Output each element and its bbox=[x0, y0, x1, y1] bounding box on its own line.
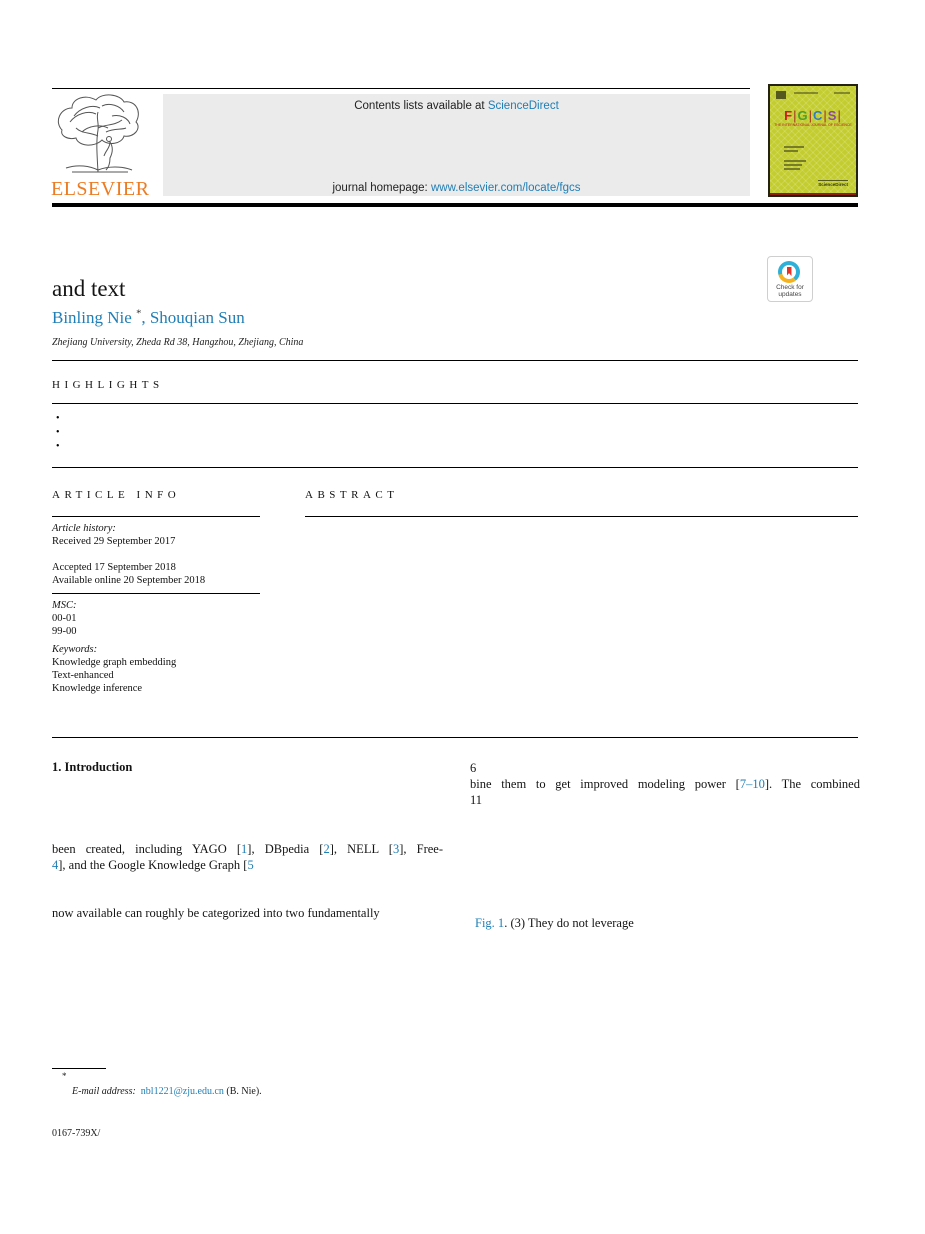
highlight-bullet: • bbox=[56, 441, 60, 452]
check-for-updates-badge[interactable] bbox=[767, 256, 813, 302]
cover-subtitle: THE INTERNATIONAL JOURNAL OF ESCIENCE bbox=[774, 123, 852, 127]
available-online-date: Available online 20 September 2018 bbox=[52, 575, 206, 586]
email-label: E-mail address: bbox=[72, 1086, 136, 1097]
badge-label bbox=[768, 284, 812, 298]
msc-value: 00-01 bbox=[52, 613, 77, 624]
abstract-heading: ABSTRACT bbox=[305, 489, 399, 501]
homepage-link[interactable]: www.elsevier.com/locate/fgcs bbox=[430, 182, 581, 194]
footnote-rule bbox=[52, 1068, 106, 1069]
abstract-rule bbox=[305, 516, 858, 517]
crossmark-icon bbox=[778, 261, 800, 283]
cover-red-strip bbox=[770, 193, 856, 195]
intro-heading: 1. Introduction bbox=[52, 760, 133, 774]
divider bbox=[52, 403, 858, 404]
badge-label-line2: updates bbox=[778, 291, 802, 298]
cover-issn-text-bar bbox=[834, 92, 850, 94]
badge-label-line1: Check for bbox=[776, 284, 804, 291]
msc-block bbox=[52, 599, 282, 695]
keyword: Knowledge inference bbox=[52, 683, 143, 694]
keywords-label: Keywords: bbox=[52, 644, 98, 655]
divider bbox=[52, 467, 858, 468]
intro-left-line3: now available can roughly be categorized into two fundamentally bbox=[52, 906, 380, 920]
cover-editor-text-bar bbox=[784, 164, 802, 166]
page-title: and text bbox=[52, 276, 126, 301]
cover-sciencedirect-text: ScienceDirect bbox=[818, 182, 848, 187]
highlights-list bbox=[56, 412, 60, 454]
msc-label: MSC: bbox=[52, 600, 77, 611]
journal-banner bbox=[163, 94, 750, 196]
article-info-block bbox=[52, 522, 282, 587]
cover-editor-text-bar bbox=[784, 146, 804, 148]
cover-publisher-mark bbox=[776, 91, 786, 99]
contents-prefix: Contents lists available at bbox=[354, 100, 488, 112]
accepted-date: Accepted 17 September 2018 bbox=[52, 562, 176, 573]
homepage-prefix: journal homepage: bbox=[332, 182, 431, 194]
cover-editor-text-bar bbox=[784, 160, 806, 162]
intro-right-fig-line: Fig. 1. (3) They do not leverage bbox=[475, 916, 634, 930]
spacer bbox=[52, 548, 282, 561]
cover-fgcs-letters: F|G|C|S| bbox=[784, 108, 842, 123]
highlight-bullet: • bbox=[56, 427, 60, 438]
article-info-heading: ARTICLE INFO bbox=[52, 489, 181, 501]
intro-right-cite11[interactable]: 11 bbox=[470, 793, 483, 807]
received-date: Received 29 September 2017 bbox=[52, 536, 176, 547]
msc-value: 99-00 bbox=[52, 626, 77, 637]
header-top-rule bbox=[52, 88, 750, 89]
keyword: Knowledge graph embedding bbox=[52, 657, 177, 668]
author-line[interactable]: Binling Nie *, Shouqian Sun bbox=[52, 308, 245, 327]
highlights-heading: HIGHLIGHTS bbox=[52, 379, 164, 391]
elsevier-wordmark: ELSEVIER bbox=[51, 178, 150, 200]
affiliation: Zhejiang University, Zheda Rd 38, Hangzhou, Zhejiang, China bbox=[52, 337, 304, 348]
email-suffix: (B. Nie). bbox=[223, 1086, 262, 1097]
keyword: Text-enhanced bbox=[52, 670, 114, 681]
intro-left-line2: 4], and the Google Knowledge Graph [5 bbox=[52, 858, 254, 872]
intro-right-cite6[interactable]: 6 bbox=[470, 761, 477, 775]
sciencedirect-link[interactable]: ScienceDirect bbox=[487, 100, 559, 112]
intro-left-line1: been created, including YAGO [1], DBpedia [2], NELL [3], Free- bbox=[52, 842, 443, 856]
footnote-email-line bbox=[72, 1086, 262, 1097]
article-info-inner-rule bbox=[52, 593, 260, 594]
divider bbox=[52, 737, 858, 738]
issn-text: 0167-739X/ bbox=[52, 1128, 101, 1139]
divider bbox=[52, 360, 858, 361]
intro-right-line2: bine them to get improved modeling power [7–10]. The combined bbox=[470, 777, 860, 791]
email-link[interactable]: nbl1221@zju.edu.cn bbox=[140, 1086, 224, 1097]
cover-editor-text-bar bbox=[784, 168, 800, 170]
highlight-bullet: • bbox=[56, 413, 60, 424]
homepage-line bbox=[163, 182, 750, 194]
article-history-label: Article history: bbox=[52, 523, 116, 534]
contents-line bbox=[163, 100, 750, 112]
article-info-rule bbox=[52, 516, 260, 517]
footnote-star: * bbox=[62, 1071, 67, 1081]
elsevier-tree-icon bbox=[52, 92, 144, 178]
cover-volume-text-bar bbox=[794, 92, 818, 94]
cover-editor-text-bar bbox=[784, 150, 798, 152]
header-thick-rule bbox=[52, 203, 858, 207]
journal-cover-thumbnail[interactable] bbox=[768, 84, 858, 197]
